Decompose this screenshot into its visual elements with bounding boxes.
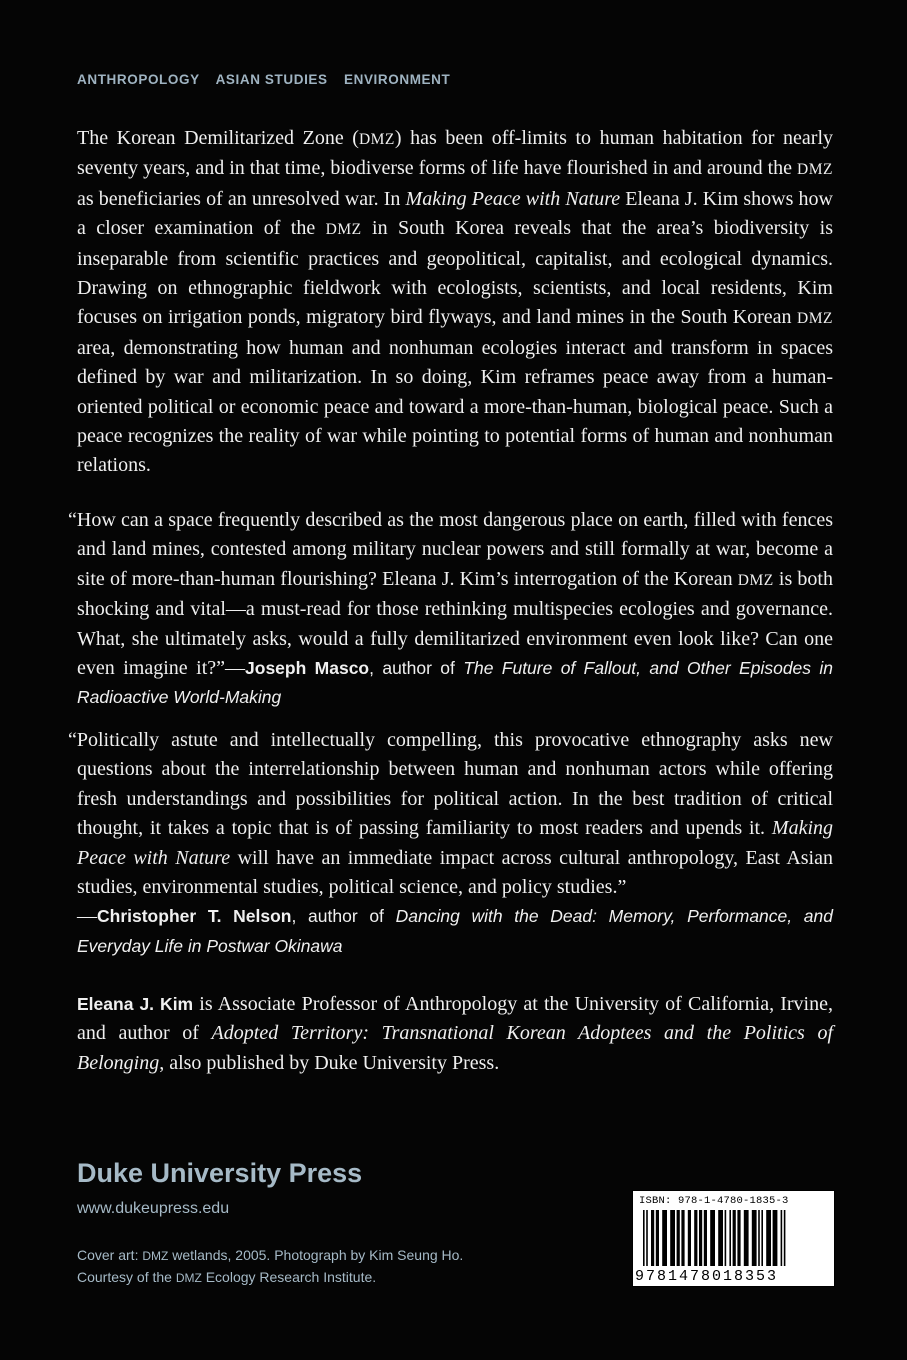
subject-asian-studies: ASIAN STUDIES bbox=[215, 72, 328, 87]
quote-text: will have an immediate impact across cultural anthropology, East Asian studies, environmental studies, political science, and policy studies.” bbox=[77, 846, 833, 899]
book-title: Making Peace with Nature bbox=[77, 817, 833, 869]
desc-text: in South Korea reveals that the area’s biodiversity is inseparable from scientific practices and geopolitical, capitalist, and ecological dynamics. Drawing on ethnographic fieldwork with ecologists, scientists, and local residents, Kim focuses on irrigation ponds, migratory bird flyways, and land mines in the South Korean bbox=[77, 217, 833, 329]
endorsement-nelson bbox=[68, 726, 833, 961]
quote-text: “How can a space frequently described as the most dangerous place on earth, filled with fences and land mines, contested among military nuclear powers and still formally at war, become a site of more-than-human flourishing? Eleana J. Kim’s interrogation of the Korean bbox=[68, 509, 833, 590]
dmz-abbrev: DMZ bbox=[358, 131, 395, 148]
barcode-bar bbox=[688, 1210, 691, 1266]
dmz-abbrev: DMZ bbox=[797, 310, 833, 328]
desc-text: The Korean Demilitarized Zone ( bbox=[77, 127, 359, 149]
credit-text: Courtesy of the bbox=[77, 1269, 176, 1285]
barcode-bar bbox=[670, 1210, 675, 1266]
author-of: , author of bbox=[291, 906, 396, 927]
barcode-bar bbox=[694, 1210, 697, 1266]
dmz-abbrev: DMZ bbox=[175, 1271, 202, 1285]
barcode-bar bbox=[766, 1210, 771, 1266]
desc-text: area, demonstrating how human and nonhuman ecologies interact and transform in spaces defined by war and militarization. In so doing, Kim reframes peace away from a human-oriented political or economic peace and toward a more-than-human, biological peace. Such a peace recognizes the reality of war while pointing to potential forms of human and nonhuman relations. bbox=[77, 336, 833, 477]
endorser-name: Christopher T. Nelson bbox=[97, 906, 292, 927]
author-bio bbox=[77, 990, 833, 1078]
barcode-bar bbox=[729, 1210, 731, 1266]
endorser-book: The Future of Fallout, and Other Episodes in Radioactive World-Making bbox=[77, 658, 834, 708]
subject-anthropology: ANTHROPOLOGY bbox=[77, 72, 200, 87]
barcode-bar bbox=[646, 1210, 648, 1266]
barcode-bar bbox=[699, 1210, 702, 1266]
barcode-bar bbox=[710, 1210, 715, 1266]
credit-text: Ecology Research Institute. bbox=[201, 1269, 377, 1285]
desc-text: ) has been off-limits to human habitation for nearly seventy years, and in that time, biodiverse forms of life have flourished in and around the bbox=[77, 127, 834, 180]
book-title: Making Peace with Nature bbox=[405, 187, 621, 210]
endorsement-masco bbox=[68, 506, 834, 713]
credit-line-2 bbox=[77, 1267, 463, 1289]
barcode-bars bbox=[637, 1210, 830, 1266]
dmz-abbrev: DMZ bbox=[737, 571, 774, 589]
subject-environment: ENVIRONMENT bbox=[343, 72, 451, 87]
barcode-bar bbox=[718, 1210, 723, 1266]
barcode-bar bbox=[781, 1210, 783, 1266]
cover-credit bbox=[77, 1245, 463, 1289]
author-book: Adopted Territory: Transnational Korean Adoptees and the Politics of Belonging bbox=[77, 1022, 833, 1074]
barcode-bar bbox=[773, 1210, 778, 1266]
bio-text: is Associate Professor of Anthropology at the University of California, Irvine, and author of bbox=[77, 993, 833, 1045]
publisher-url[interactable]: www.dukeupress.edu bbox=[77, 1200, 230, 1217]
barcode-bar bbox=[677, 1210, 680, 1266]
desc-text: Eleana J. Kim shows how a closer examination of the bbox=[77, 187, 833, 240]
barcode-bar bbox=[662, 1210, 667, 1266]
barcode-bar bbox=[737, 1210, 740, 1266]
credit-text: Cover art: bbox=[77, 1247, 143, 1263]
barcode-bar bbox=[761, 1210, 763, 1266]
credit-line-1 bbox=[77, 1245, 463, 1267]
subject-categories bbox=[77, 72, 462, 87]
desc-text: as beneficiaries of an unresolved war. In bbox=[77, 187, 406, 210]
barcode-bar bbox=[643, 1210, 645, 1266]
barcode-bar bbox=[744, 1210, 749, 1266]
barcode-bar bbox=[752, 1210, 757, 1266]
isbn-barcode bbox=[632, 1190, 835, 1287]
author-name: Eleana J. Kim bbox=[77, 994, 194, 1014]
dash: — bbox=[77, 905, 97, 928]
publisher-name: Duke University Press bbox=[77, 1158, 363, 1188]
barcode-bar bbox=[758, 1210, 760, 1266]
isbn-label: ISBN: 978-1-4780-1835-3 bbox=[639, 1195, 789, 1207]
book-description bbox=[77, 124, 833, 481]
dmz-abbrev: DMZ bbox=[797, 161, 833, 179]
ean-digits: 9781478018353 bbox=[635, 1268, 779, 1285]
author-of: , author of bbox=[369, 658, 464, 679]
barcode-bar bbox=[651, 1210, 654, 1266]
quote-text: is both shocking and vital—a must-read for those rethinking multispecies ecologies and governance. What, she ultimately asks, would a fully demilitarized environment even look like? Can one even imagine it?”— bbox=[77, 567, 833, 680]
barcode-bar bbox=[784, 1210, 786, 1266]
bio-text: , also published by Duke University Press. bbox=[159, 1051, 500, 1074]
barcode-bar bbox=[704, 1210, 707, 1266]
barcode-bar bbox=[656, 1210, 659, 1266]
barcode-bar bbox=[681, 1210, 684, 1266]
barcode-bar bbox=[725, 1210, 727, 1266]
barcode-bar bbox=[733, 1210, 736, 1266]
credit-text: wetlands, 2005. Photograph by Kim Seung Ho. bbox=[168, 1247, 464, 1263]
endorser-book: Dancing with the Dead: Memory, Performance, and Everyday Life in Postwar Okinawa bbox=[77, 906, 833, 956]
endorser-name: Joseph Masco bbox=[245, 658, 370, 679]
dmz-abbrev: DMZ bbox=[142, 1249, 169, 1263]
quote-text: “Politically astute and intellectually compelling, this provocative ethnography asks new questions about the interrelationship between human and nonhuman actors while offering fresh understandings and possibilities for political action. In the best tradition of critical thought, it takes a topic that is of passing familiarity to most readers and upends it. bbox=[68, 729, 833, 840]
dmz-abbrev: DMZ bbox=[325, 221, 362, 239]
